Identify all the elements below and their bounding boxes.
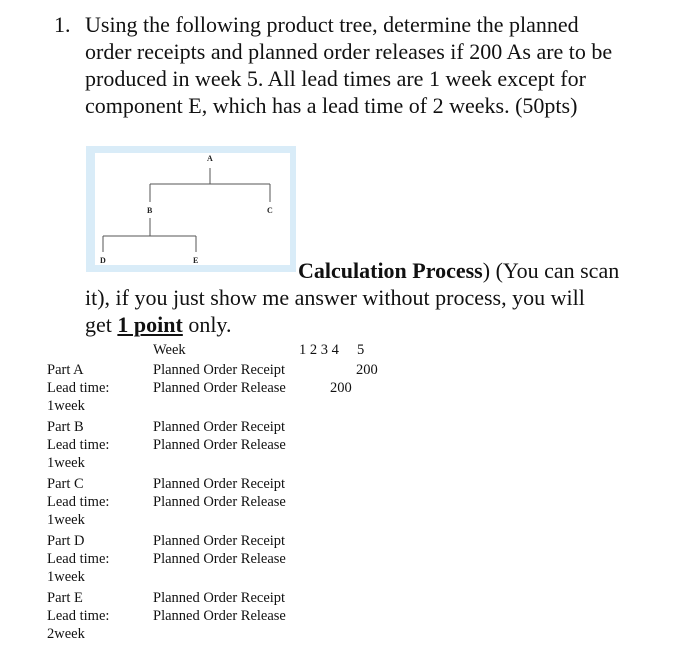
part-e-lead-value: 2week [47, 626, 85, 642]
part-c-lead-value: 1week [47, 512, 85, 528]
tree-node-a: A [207, 154, 213, 163]
instructions-line-2: it), if you just show me answer without process, you will [85, 285, 585, 310]
question-line-3: produced in week 5. All lead times are 1 week except for [85, 66, 586, 91]
part-a-name: Part A [47, 362, 84, 378]
part-d-lead-value: 1week [47, 569, 85, 585]
instructions-line-3-prefix: get [85, 312, 118, 337]
tree-node-d: D [100, 256, 106, 265]
question-line-2: order receipts and planned order releases if 200 As are to be [85, 39, 613, 64]
instructions-line-1-rest: ) (You can scan [482, 258, 620, 283]
instructions-line-3 [85, 311, 232, 338]
part-a-receipt-week5: 200 [356, 362, 378, 378]
tree-node-b: B [147, 206, 153, 215]
part-e-receipt-label: Planned Order Receipt [153, 590, 286, 606]
part-b-lead-value: 1week [47, 455, 85, 471]
question-number: 1. [54, 12, 71, 37]
calculation-process-label: Calculation Process [298, 258, 483, 283]
part-e-name: Part E [47, 590, 83, 606]
part-d-lead-label: Lead time: [47, 551, 110, 567]
question-line-1: Using the following product tree, determine the planned [85, 12, 579, 37]
part-e-release-label: Planned Order Release [153, 608, 286, 624]
question-line-4: component E, which has a lead time of 2 weeks. (50pts) [85, 93, 578, 118]
part-b-receipt-label: Planned Order Receipt [153, 419, 286, 435]
part-a-release-week4: 200 [330, 380, 352, 396]
part-d-release-label: Planned Order Release [153, 551, 286, 567]
product-tree-diagram [86, 146, 296, 272]
part-a-lead-value: 1week [47, 398, 85, 414]
part-e-lead-label: Lead time: [47, 608, 110, 624]
part-c-lead-label: Lead time: [47, 494, 110, 510]
part-b-name: Part B [47, 419, 84, 435]
part-b-release-label: Planned Order Release [153, 437, 286, 453]
part-d-receipt-label: Planned Order Receipt [153, 533, 286, 549]
tree-node-e: E [193, 256, 199, 265]
week-number-5: 5 [357, 342, 365, 358]
part-a-lead-label: Lead time: [47, 380, 110, 396]
product-tree-figure [86, 146, 296, 272]
part-c-release-label: Planned Order Release [153, 494, 286, 510]
part-b-lead-label: Lead time: [47, 437, 110, 453]
instructions-line-3-suffix: only. [182, 312, 232, 337]
instructions-line-1 [298, 257, 619, 284]
week-numbers-1-4: 1 2 3 4 [299, 342, 339, 358]
part-c-name: Part C [47, 476, 84, 492]
one-point-emphasis: 1 point [117, 312, 183, 337]
tree-node-c: C [267, 206, 273, 215]
week-header-label: Week [153, 342, 186, 358]
part-a-receipt-label: Planned Order Receipt [153, 362, 286, 378]
part-c-receipt-label: Planned Order Receipt [153, 476, 286, 492]
part-a-release-label: Planned Order Release [153, 380, 286, 396]
part-d-name: Part D [47, 533, 85, 549]
